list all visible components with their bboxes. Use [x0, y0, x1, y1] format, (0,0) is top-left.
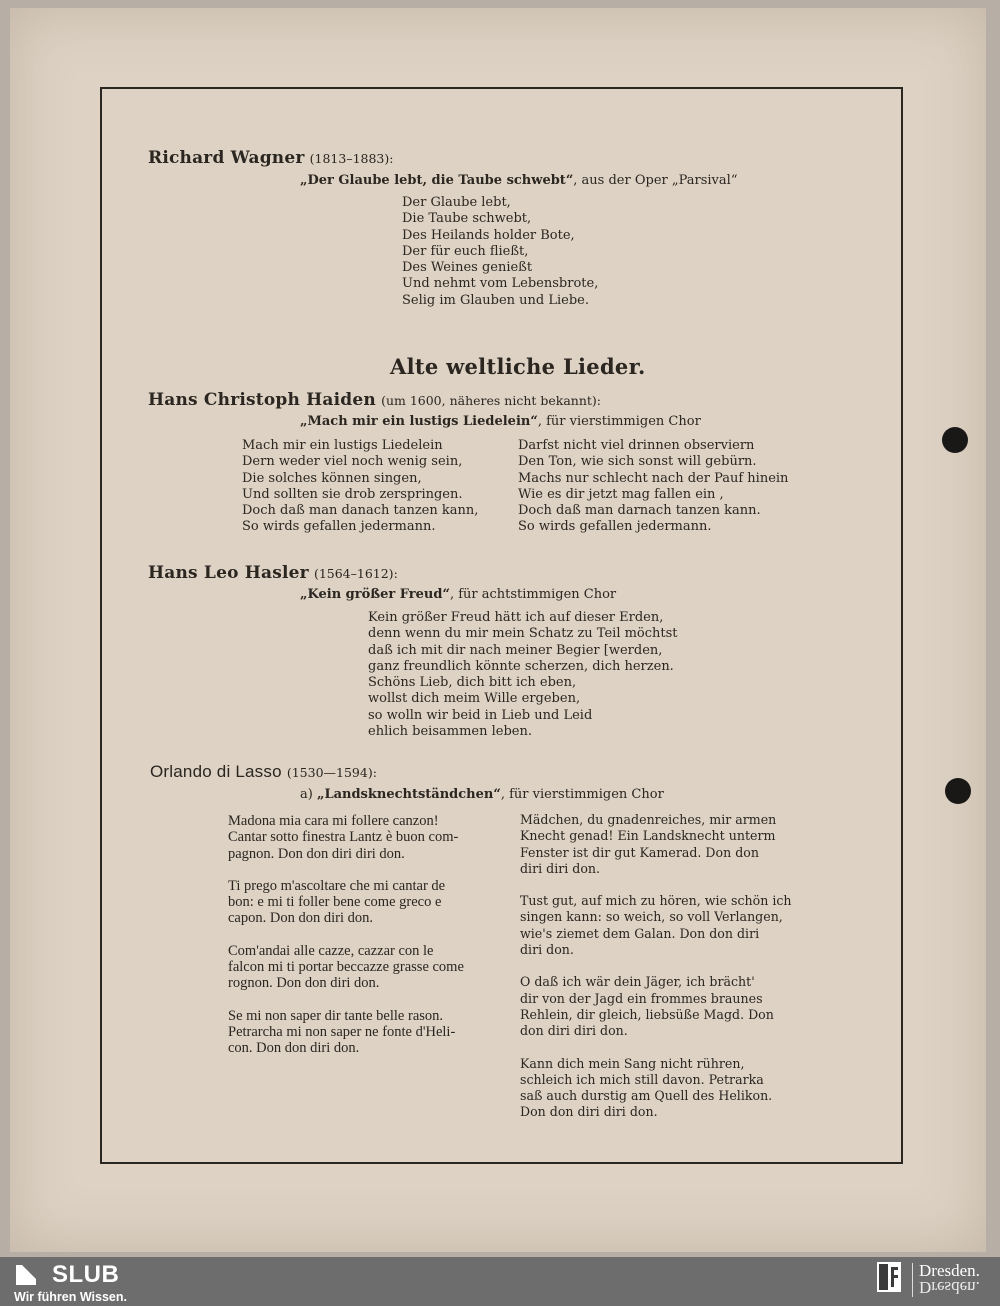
stanza-line: Se mi non saper dir tante belle rason.: [228, 1007, 444, 1024]
stanza-line: Fenster ist dir gut Kamerad. Don don: [520, 844, 759, 860]
lyric-line: daß ich mit dir nach meiner Begier [werden,: [368, 642, 663, 658]
stanza-line: don diri diri don.: [520, 1023, 628, 1039]
slub-logo-icon: [14, 1263, 38, 1287]
stanza-line: Com'andai alle cazze, cazzar con le: [228, 942, 434, 959]
piece-source: , für achtstimmigen Chor: [449, 587, 617, 602]
stanza-line: Mädchen, du gnadenreiches, mir armen: [520, 812, 777, 827]
lyric-line: Wie es dir jetzt mag fallen ein ,: [518, 486, 724, 502]
stanza-line: O daß ich wär dein Jäger, ich brächt': [520, 974, 755, 990]
lyric-line: Kein größer Freud hätt ich auf dieser Erden,: [368, 610, 664, 625]
lyric-line: Doch daß man darnach tanzen kann.: [518, 503, 761, 519]
lyric-line: Mach mir ein lustigs Liedelein: [242, 438, 443, 453]
stanza-line: Madona mia cara mi follere canzon!: [228, 813, 439, 829]
punch-hole: [945, 778, 971, 804]
slub-name: SLUB: [52, 1261, 120, 1288]
lyric-line: Den Ton, wie sich sonst will gebürn.: [518, 454, 757, 470]
lyric-line: ganz freundlich könnte scherzen, dich herzen.: [368, 658, 674, 674]
stanza-line: Rehlein, dir gleich, liebsüße Magd. Don: [520, 1006, 774, 1022]
stanza-line: con. Don don diri don.: [228, 1040, 360, 1057]
stanza-line: Petrarcha mi non saper ne fonte d'Heli-: [228, 1023, 456, 1040]
lyric-line: So wirds gefallen jedermann.: [242, 519, 436, 535]
punch-hole: [942, 427, 968, 453]
stanza-line: Kann dich mein Sang nicht rühren,: [520, 1055, 745, 1071]
lyric-line: Die Taube schwebt,: [402, 211, 532, 227]
piece-title: „Kein größer Freud“: [300, 587, 450, 602]
stanza-line: diri don.: [520, 942, 574, 958]
hasler-lyrics: [368, 610, 678, 740]
stanza: [228, 1008, 464, 1057]
lyric-line: Selig im Glauben und Liebe.: [402, 292, 590, 308]
composer-name: Hans Christoph Haiden: [148, 390, 376, 410]
dresden-wordmark: [919, 1263, 980, 1295]
stanza: [228, 813, 464, 862]
hasler-piece: [300, 587, 616, 602]
lasso-latin-text: [228, 813, 464, 1057]
stanza-line: Tust gut, auf mich zu hören, wie schön ich: [520, 893, 792, 909]
stanza-line: capon. Don don diri don.: [228, 910, 373, 927]
lyric-line: Der für euch fließt,: [402, 243, 529, 259]
haiden-piece: [300, 414, 701, 429]
wagner-heading: [148, 148, 393, 168]
stanza: [228, 878, 464, 927]
lyric-line: so wolln wir beid in Lieb und Leid: [368, 707, 593, 723]
lasso-german-text: [520, 812, 792, 1121]
stanza-line: Knecht genad! Ein Landsknecht unterm: [520, 828, 776, 844]
stanza-line: pagnon. Don don diri diri don.: [228, 845, 405, 862]
lyric-line: Schöns Lieb, dich bitt ich eben,: [368, 675, 577, 691]
composer-dates: (1530—1594):: [286, 765, 377, 780]
lyric-line: ehlich beisammen leben.: [368, 724, 532, 740]
stanza-line: falcon mi ti portar beccazze grasse come: [228, 959, 464, 976]
piece-title: „Mach mir ein lustigs Liedelein“: [300, 414, 538, 429]
lyric-line: Und nehmt vom Lebensbrote,: [402, 276, 599, 292]
stanza-line: singen kann: so weich, so voll Verlangen,: [520, 909, 783, 925]
lyric-line: Und sollten sie drob zerspringen.: [242, 486, 463, 502]
dresden-coat-of-arms-icon: [876, 1261, 902, 1293]
lyric-line: Des Weines genießt: [402, 260, 533, 276]
wagner-lyrics: [402, 195, 598, 309]
stanza-line: dir von der Jagd ein frommes braunes: [520, 990, 763, 1006]
lyric-line: Dern weder viel noch wenig sein,: [242, 454, 463, 470]
lyric-line: wollst dich meim Wille ergeben,: [368, 691, 581, 707]
piece-prefix: a): [300, 787, 313, 802]
stanza: [520, 893, 792, 958]
composer-dates: (um 1600, näheres nicht bekannt):: [381, 393, 602, 408]
haiden-lyrics-col2: [518, 438, 788, 536]
stanza: [520, 1056, 792, 1121]
lyric-line: Der Glaube lebt,: [402, 195, 511, 210]
stanza: [520, 974, 792, 1039]
piece-source: , für vierstimmigen Chor: [500, 787, 664, 802]
stanza-line: saß auch durstig am Quell des Helikon.: [520, 1088, 773, 1104]
lyric-line: denn wenn du mir mein Schatz zu Teil möchtst: [368, 626, 678, 642]
composer-name: Hans Leo Hasler: [148, 563, 309, 583]
composer-name: Richard Wagner: [148, 148, 305, 168]
piece-source: , aus der Oper „Parsival“: [573, 173, 738, 188]
piece-source: , für vierstimmigen Chor: [537, 414, 701, 429]
section-title: Alte weltliche Lieder.: [390, 354, 646, 379]
stanza-line: Don don diri diri don.: [520, 1104, 658, 1120]
piece-title: „Der Glaube lebt, die Taube schwebt“: [300, 173, 574, 188]
composer-name: Orlando di Lasso: [150, 762, 282, 781]
lyric-line: Darfst nicht viel drinnen observiern: [518, 438, 755, 453]
stanza-line: diri diri don.: [520, 860, 601, 876]
composer-dates: (1813–1883):: [309, 151, 394, 166]
stanza-line: bon: e mi ti foller bene come greco e: [228, 894, 442, 911]
slub-tagline: Wir führen Wissen.: [14, 1290, 127, 1304]
footer-bar: [0, 1257, 1000, 1306]
lyric-line: Machs nur schlecht nach der Pauf hinein: [518, 470, 789, 486]
lasso-piece: [300, 787, 664, 802]
stanza-line: rognon. Don don diri don.: [228, 975, 380, 992]
lyric-line: So wirds gefallen jedermann.: [518, 519, 712, 535]
stanza: [520, 812, 792, 877]
stanza-line: Cantar sotto finestra Lantz è buon com-: [228, 829, 459, 846]
wagner-piece: [300, 173, 737, 188]
lyric-line: Doch daß man danach tanzen kann,: [242, 503, 479, 519]
piece-title: „Landsknechtständchen“: [316, 787, 501, 802]
stanza-line: wie's ziemet dem Galan. Don don diri: [520, 925, 760, 941]
lasso-heading: [150, 762, 377, 782]
dresden-text: Dresden.: [919, 1261, 980, 1280]
haiden-lyrics-col1: [242, 438, 478, 536]
stanza-line: schleich ich mich still davon. Petrarka: [520, 1071, 764, 1087]
stanza-line: Ti prego m'ascoltare che mi cantar de: [228, 877, 446, 894]
lyric-line: Des Heilands holder Bote,: [402, 227, 575, 243]
footer-separator: [912, 1263, 913, 1297]
composer-dates: (1564–1612):: [313, 566, 398, 581]
lyric-line: Die solches können singen,: [242, 470, 422, 486]
stanza: [228, 943, 464, 992]
haiden-heading: [148, 390, 601, 410]
hasler-heading: [148, 563, 398, 583]
dresden-text-mirrored: Dresden.: [919, 1278, 980, 1297]
